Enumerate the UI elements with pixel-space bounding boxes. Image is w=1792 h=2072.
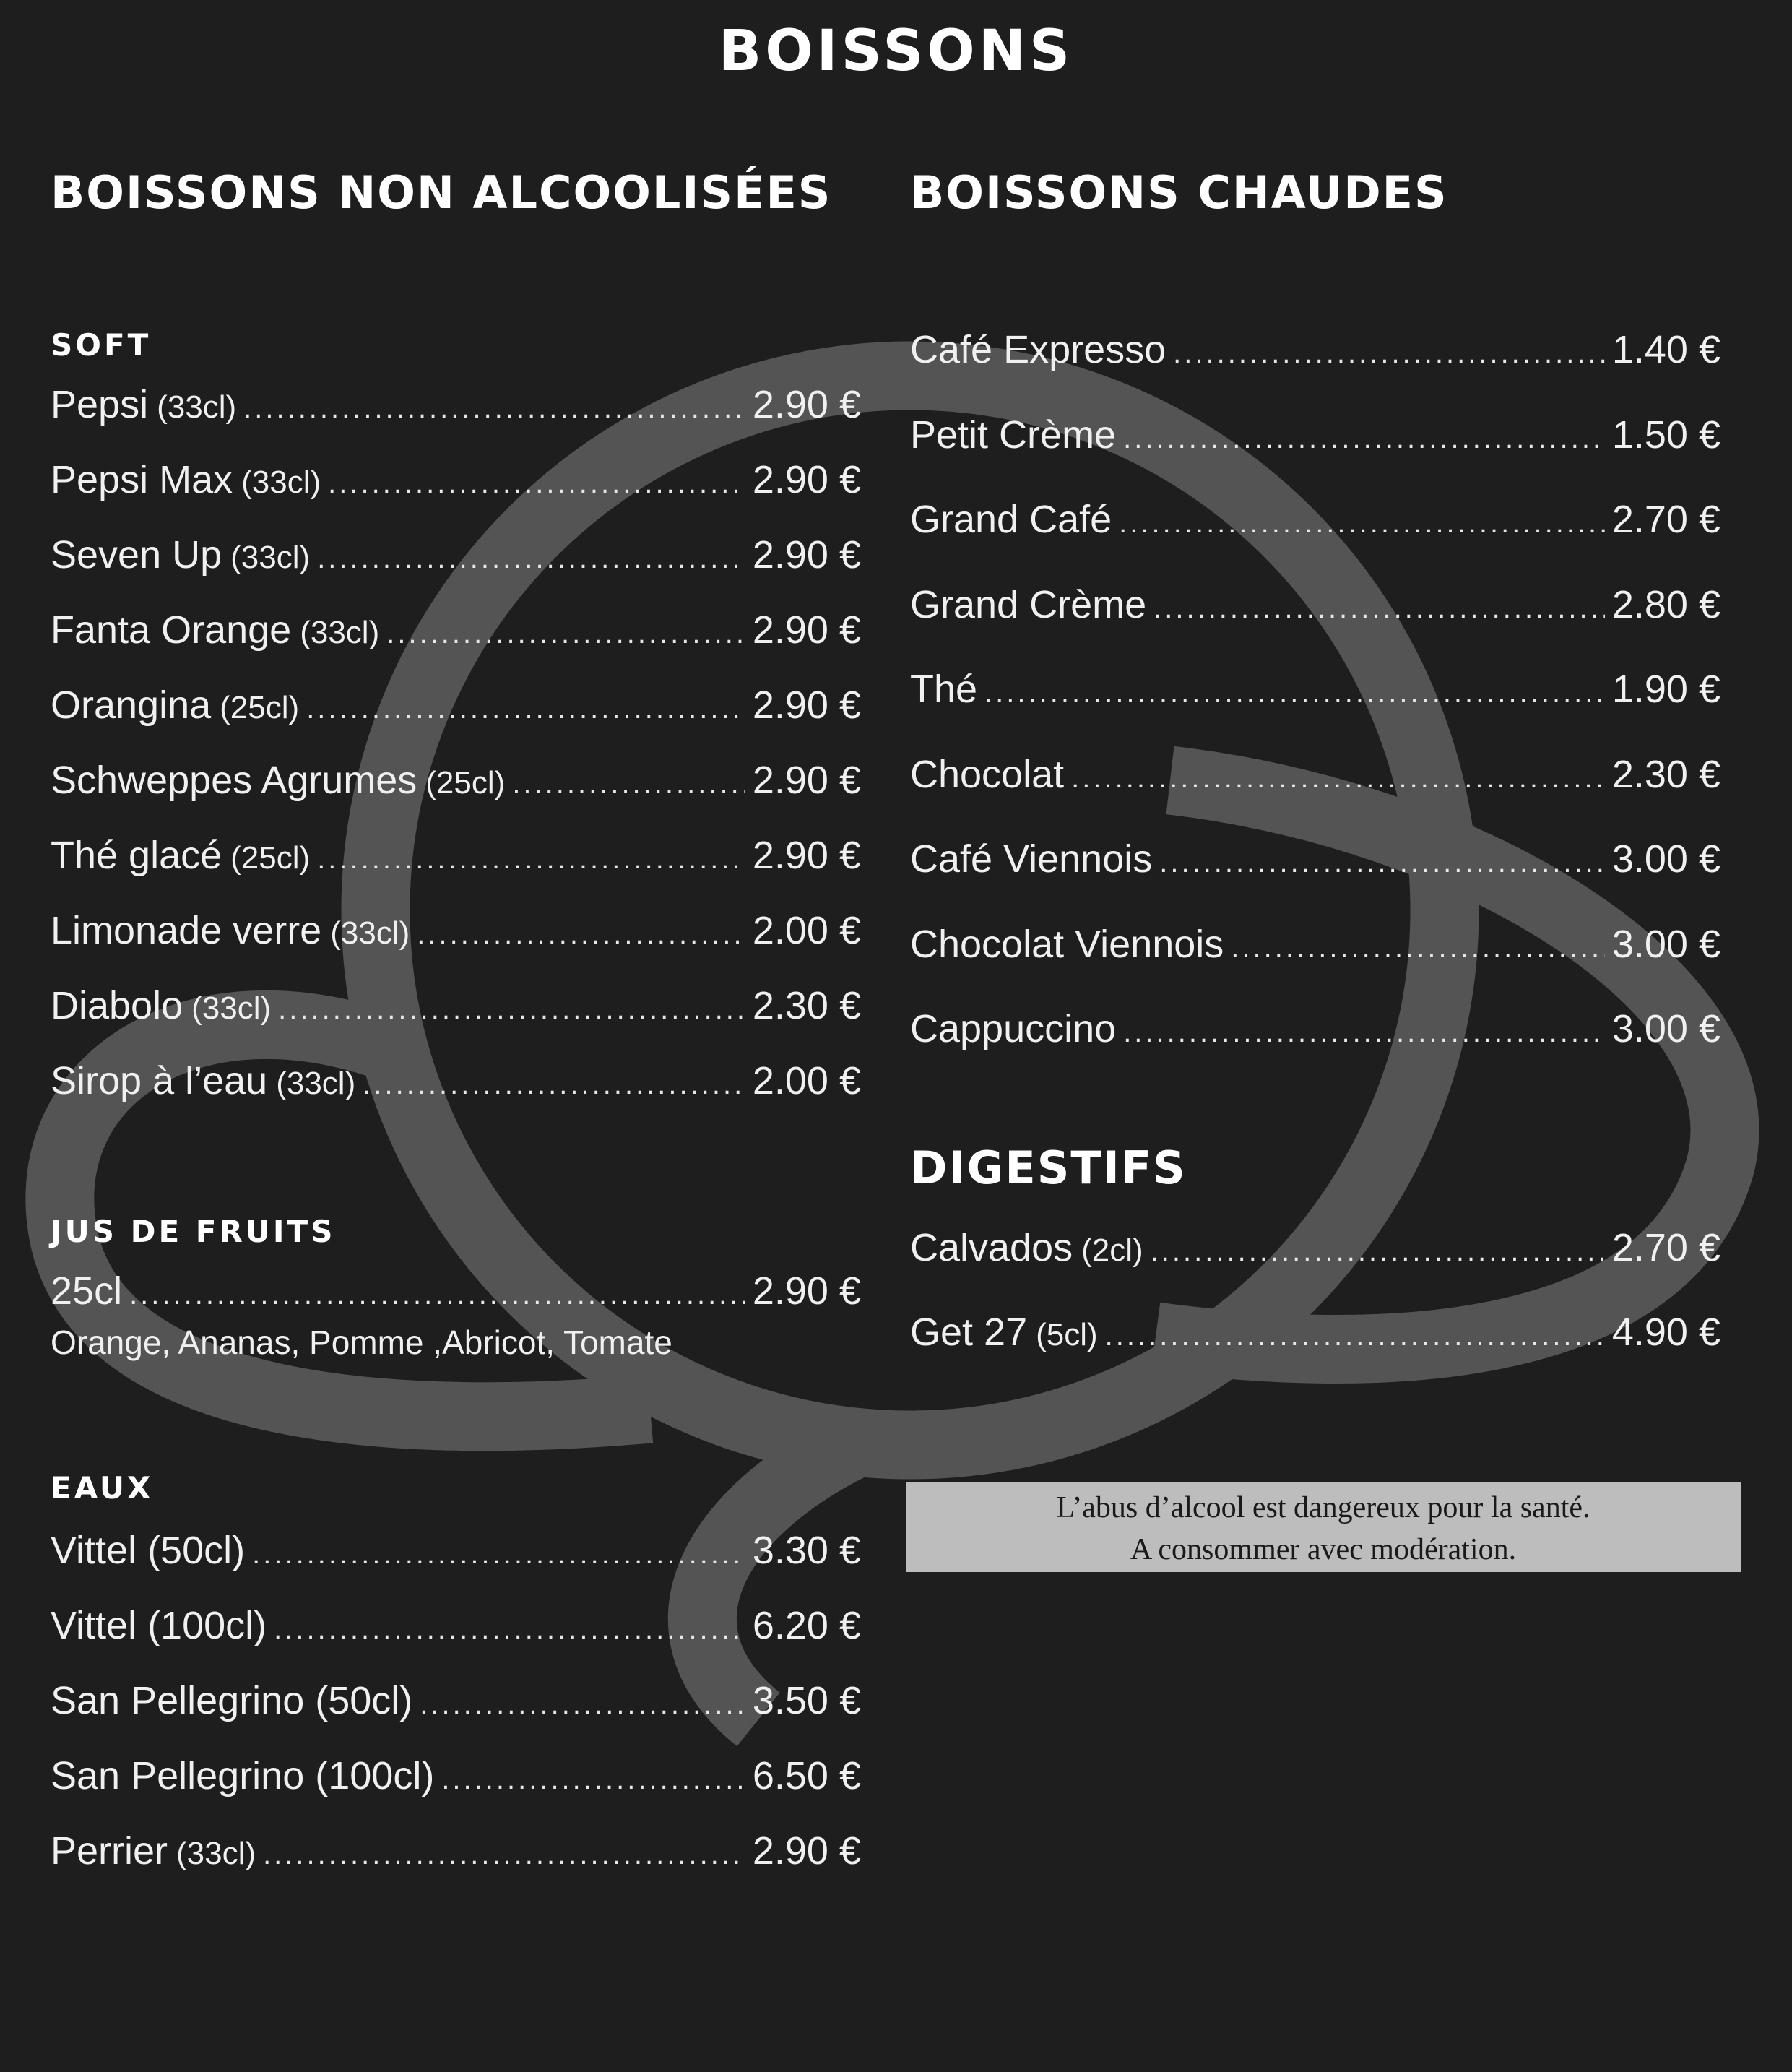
item-name: Grand Café — [910, 498, 1112, 541]
item-name: Chocolat — [910, 752, 1065, 796]
item-price: 3.30 € — [752, 1529, 861, 1572]
item-name: Limonade verre — [51, 909, 322, 952]
soft-heading: SOFT — [51, 327, 152, 363]
menu-item — [51, 442, 861, 517]
item-name: Petit Crème — [910, 413, 1117, 457]
item-name: Vittel (100cl) — [51, 1604, 267, 1647]
menu-item — [910, 817, 1720, 902]
alcohol-warning — [906, 1482, 1741, 1572]
item-price: 1.40 € — [1611, 328, 1720, 371]
digestifs-heading: DIGESTIFS — [910, 1141, 1187, 1194]
dot-leader — [512, 746, 745, 821]
item-name: San Pellegrino (50cl) — [51, 1679, 413, 1722]
dot-leader — [252, 1516, 745, 1592]
page-title: BOISSONS — [718, 19, 1074, 84]
item-price: 4.90 € — [1611, 1311, 1720, 1354]
dot-leader — [306, 671, 745, 746]
dot-leader — [243, 371, 745, 446]
menu-item — [51, 367, 861, 442]
hot-drinks-list — [910, 308, 1720, 1072]
item-name: 25cl — [51, 1269, 123, 1313]
item-name: Chocolat Viennois — [910, 922, 1224, 966]
item-price: 2.70 € — [1611, 1225, 1720, 1269]
item-volume: (33cl) — [276, 1066, 356, 1101]
dot-leader — [1123, 990, 1605, 1076]
item-name: Schweppes Agrumes — [51, 759, 417, 802]
item-name: Café Expresso — [910, 328, 1166, 371]
juice-flavors: Orange, Ananas, Pomme ,Abricot, Tomate — [51, 1324, 672, 1361]
item-price: 2.90 € — [752, 834, 861, 877]
item-price: 6.50 € — [752, 1754, 861, 1797]
item-price: 2.90 € — [752, 683, 861, 727]
waters-heading: EAUX — [51, 1470, 154, 1506]
waters-list — [51, 1513, 861, 1888]
item-name: Sirop à l’eau — [51, 1059, 268, 1102]
item-price: 2.80 € — [1611, 582, 1720, 626]
dot-leader — [1105, 1294, 1605, 1379]
dot-leader — [1231, 906, 1605, 991]
dot-leader — [984, 651, 1605, 736]
menu-item — [51, 592, 861, 668]
menu-item — [51, 1813, 861, 1888]
item-volume: (5cl) — [1036, 1317, 1098, 1352]
menu-item — [910, 478, 1720, 563]
menu-item — [910, 1290, 1720, 1376]
item-name: Perrier — [51, 1829, 168, 1873]
alcohol-warning-line-1: L’abus d’alcool est dangereux pour la santé. — [1056, 1491, 1590, 1524]
item-volume: (2cl) — [1081, 1232, 1143, 1268]
menu-item — [910, 647, 1720, 733]
item-price: 2.00 € — [752, 1059, 861, 1102]
item-price: 2.30 € — [1611, 752, 1720, 796]
item-volume: (33cl) — [157, 389, 237, 425]
menu-item — [910, 987, 1720, 1072]
item-name: Orangina — [51, 683, 212, 727]
menu-item — [51, 1513, 861, 1588]
item-volume: (33cl) — [330, 915, 410, 951]
item-volume: (25cl) — [425, 765, 506, 800]
item-name: Fanta Orange — [51, 608, 292, 652]
menu-item — [910, 733, 1720, 818]
alcohol-warning-line-2: A consommer avec modération. — [1130, 1533, 1517, 1566]
item-price: 3.00 € — [1611, 837, 1720, 881]
menu-item — [51, 668, 861, 743]
item-name: Pepsi — [51, 383, 149, 426]
menu-item — [51, 1663, 861, 1738]
item-name: Vittel (50cl) — [51, 1529, 246, 1572]
item-volume: (33cl) — [191, 990, 272, 1026]
menu-item — [51, 818, 861, 893]
item-name: Thé glacé — [51, 834, 222, 877]
juices-list — [51, 1253, 861, 1362]
item-price: 2.90 € — [752, 1829, 861, 1873]
dot-leader — [363, 1047, 745, 1122]
dot-leader — [129, 1257, 745, 1332]
menu-item — [51, 1043, 861, 1118]
menu-item — [910, 902, 1720, 988]
item-name: San Pellegrino (100cl) — [51, 1754, 435, 1797]
menu-item — [51, 1738, 861, 1813]
dot-leader — [441, 1742, 745, 1817]
item-price: 6.20 € — [752, 1604, 861, 1647]
dot-leader — [1173, 311, 1605, 397]
dot-leader — [1119, 481, 1605, 566]
left-column — [51, 166, 861, 1888]
dot-leader — [1151, 1209, 1605, 1295]
item-name: Calvados — [910, 1225, 1073, 1269]
menu-item — [51, 1253, 861, 1329]
menu-item — [51, 893, 861, 968]
dot-leader — [417, 897, 745, 972]
dot-leader — [1159, 821, 1605, 906]
dot-leader — [328, 446, 745, 521]
dot-leader — [263, 1817, 745, 1892]
item-volume: (25cl) — [230, 840, 311, 876]
dot-leader — [274, 1592, 745, 1667]
dot-leader — [1071, 736, 1605, 821]
item-price: 2.90 € — [752, 533, 861, 577]
dot-leader — [386, 596, 745, 671]
item-name: Get 27 — [910, 1311, 1028, 1354]
dot-leader — [317, 821, 745, 897]
item-volume: (25cl) — [220, 690, 300, 725]
item-price: 2.00 € — [752, 909, 861, 952]
item-price: 3.00 € — [1611, 1007, 1720, 1050]
item-name: Diabolo — [51, 984, 183, 1027]
item-volume: (33cl) — [176, 1836, 256, 1871]
item-price: 3.50 € — [752, 1679, 861, 1722]
item-name: Café Viennois — [910, 837, 1153, 881]
hot-drinks-heading: BOISSONS CHAUDES — [910, 166, 1448, 219]
dot-leader — [1153, 566, 1605, 652]
item-price: 2.90 € — [752, 383, 861, 426]
menu-item — [910, 563, 1720, 648]
item-price: 1.50 € — [1611, 413, 1720, 457]
item-volume: (33cl) — [241, 465, 321, 500]
item-name: Seven Up — [51, 533, 222, 577]
cold-drinks-heading: BOISSONS NON ALCOOLISÉES — [51, 166, 832, 219]
menu-item — [51, 517, 861, 592]
dot-leader — [278, 972, 745, 1047]
item-volume: (33cl) — [300, 615, 380, 650]
item-name: Thé — [910, 668, 978, 711]
item-price: 2.90 € — [752, 1269, 861, 1313]
item-price: 2.90 € — [752, 759, 861, 802]
menu-item — [910, 308, 1720, 393]
menu-item — [51, 1588, 861, 1663]
item-price: 2.90 € — [752, 608, 861, 652]
dot-leader — [317, 521, 745, 596]
item-price: 1.90 € — [1611, 668, 1720, 711]
item-name: Cappuccino — [910, 1007, 1117, 1050]
right-column — [910, 166, 1720, 1376]
item-name: Grand Crème — [910, 582, 1147, 626]
dot-leader — [420, 1667, 745, 1742]
juices-heading: JUS DE FRUITS — [51, 1214, 336, 1249]
menu-item — [910, 1206, 1720, 1291]
soft-list — [51, 367, 861, 1118]
item-name: Pepsi Max — [51, 458, 233, 501]
item-price: 2.90 € — [752, 458, 861, 501]
menu-item — [910, 393, 1720, 478]
item-price: 2.70 € — [1611, 498, 1720, 541]
item-price: 2.30 € — [752, 984, 861, 1027]
item-price: 3.00 € — [1611, 922, 1720, 966]
dot-leader — [1123, 397, 1605, 482]
digestifs-list — [910, 1206, 1720, 1376]
menu-item — [51, 743, 861, 818]
menu-item — [51, 968, 861, 1043]
item-volume: (33cl) — [230, 540, 311, 575]
